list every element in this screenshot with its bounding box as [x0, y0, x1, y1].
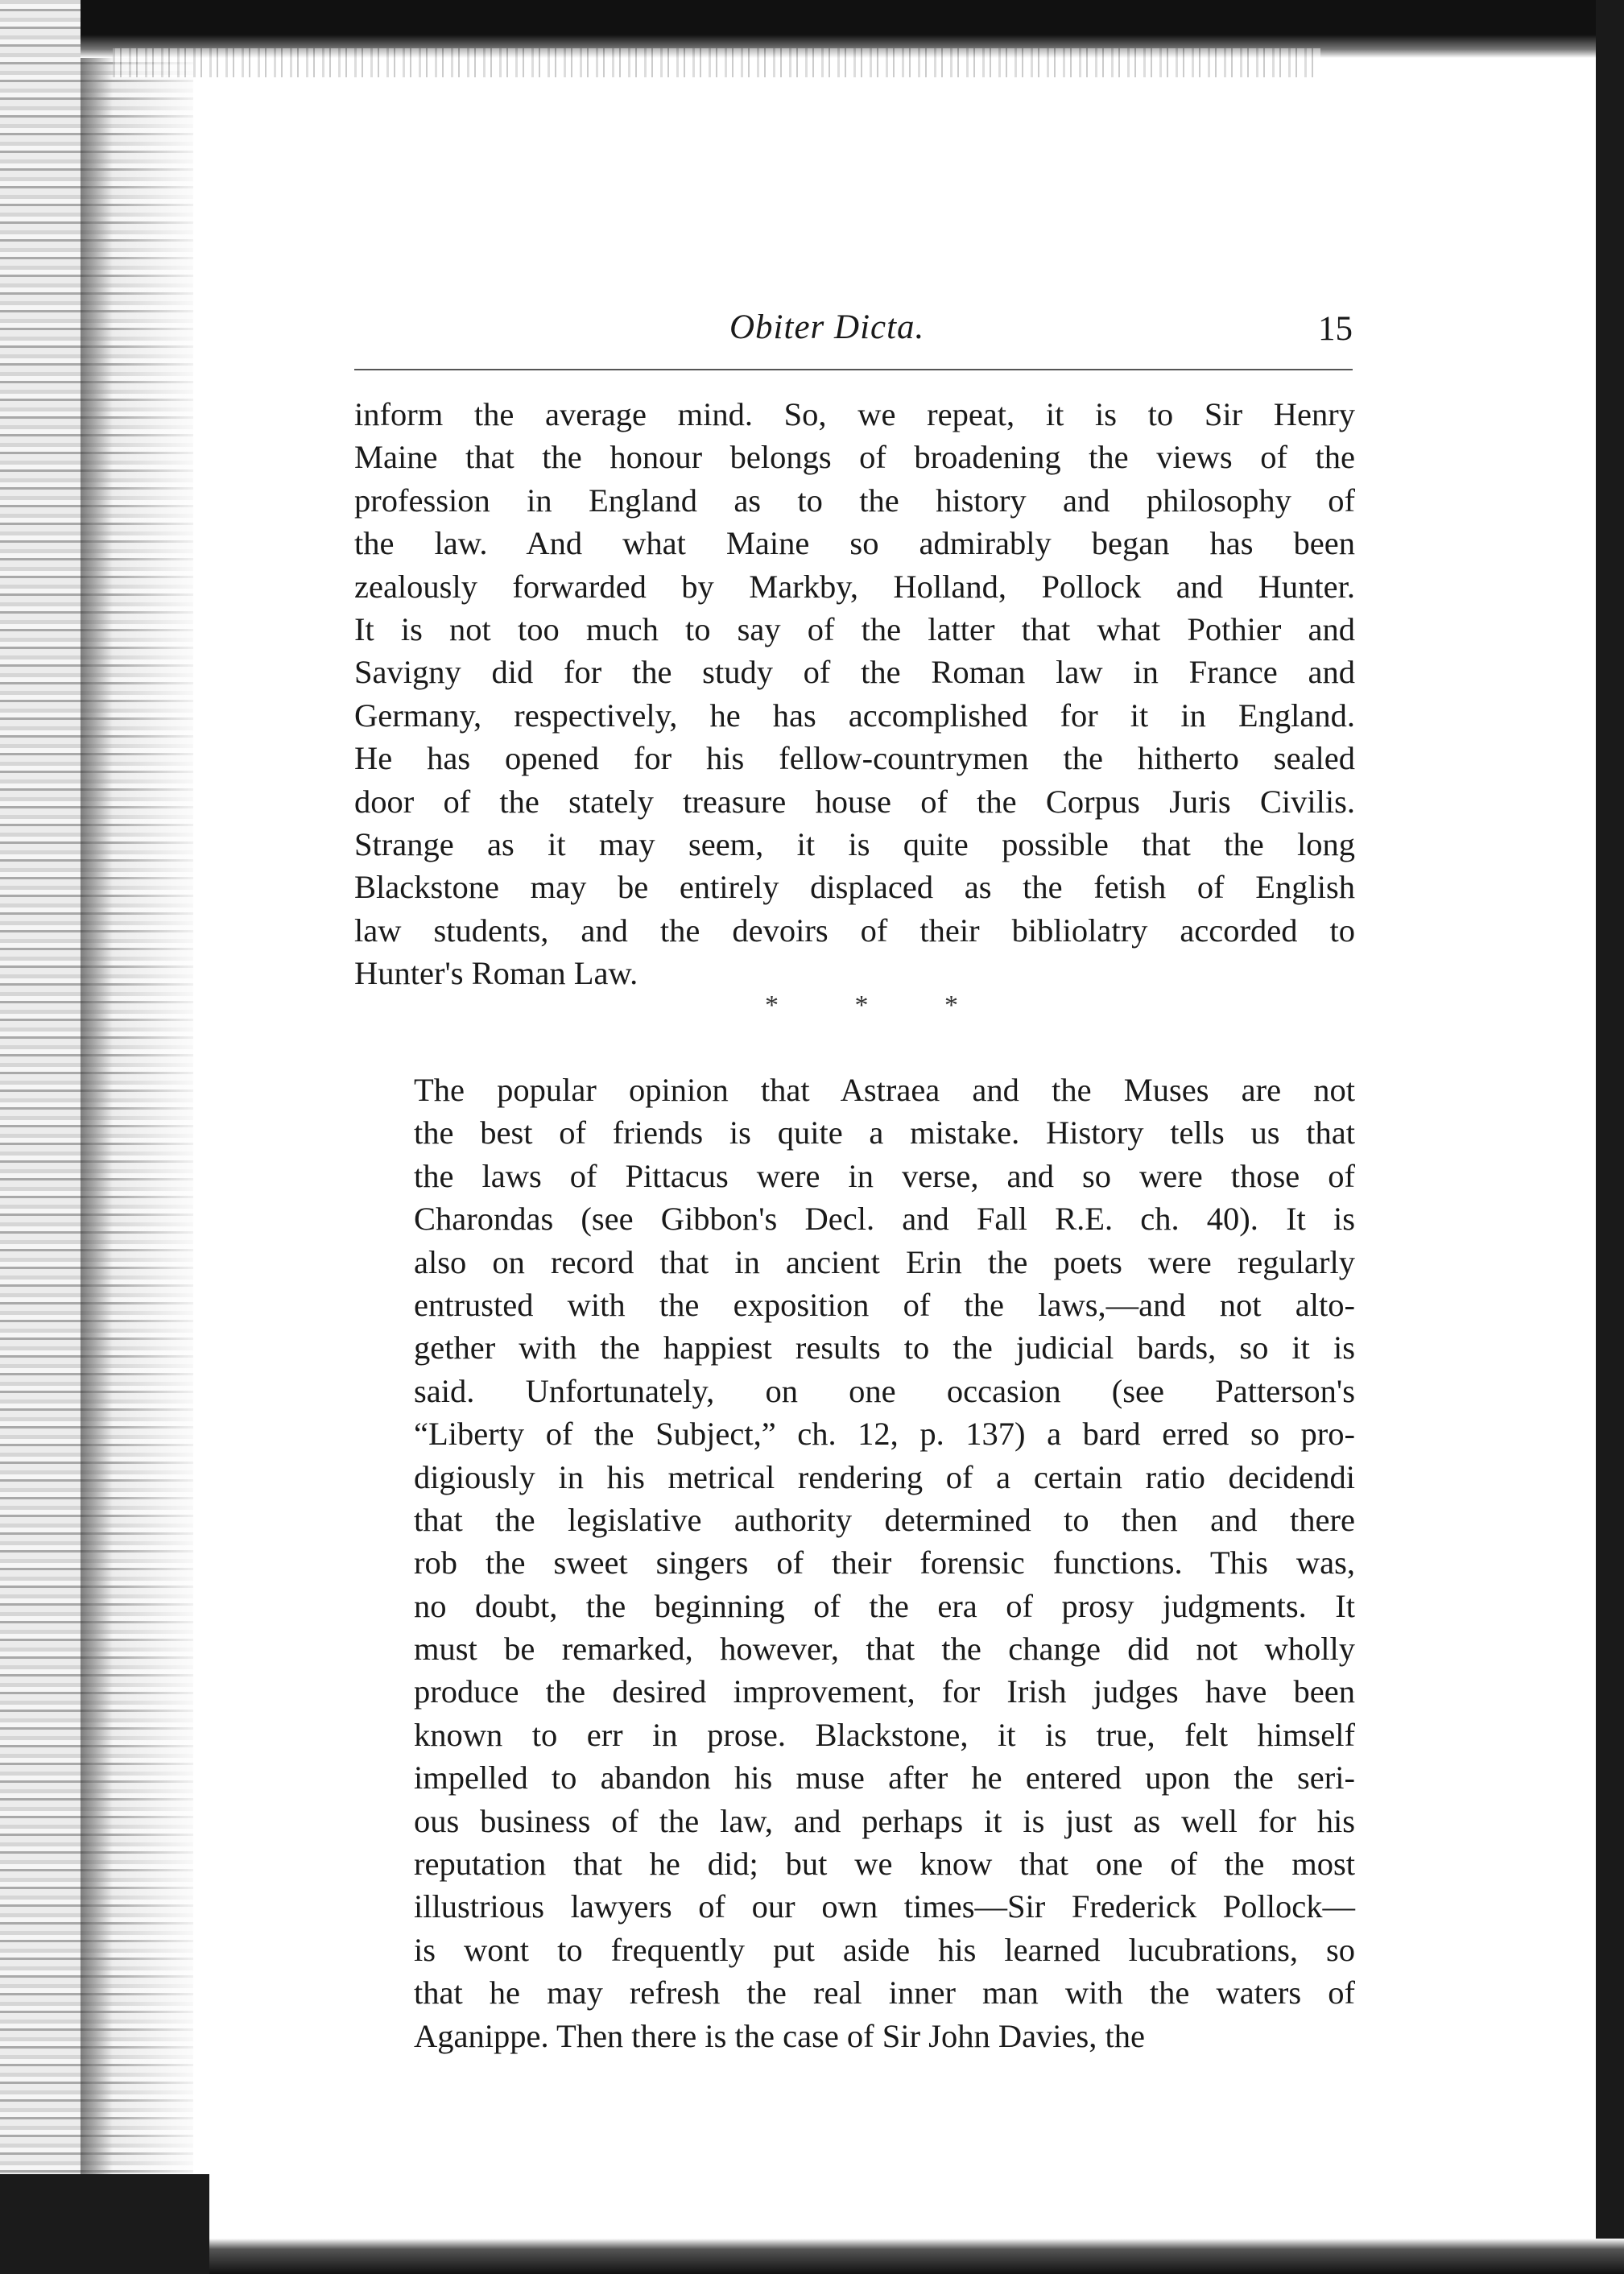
page-number: 15	[1318, 310, 1353, 348]
text-line: that he may refresh the real inner man with the waters of	[414, 1974, 1355, 2011]
scan-edge-dark	[81, 0, 113, 2274]
text-line: He has opened for his fellow-countrymen the hitherto sealed	[354, 740, 1355, 777]
text-line: gether with the happiest results to the judicial bards, so it is	[414, 1329, 1355, 1366]
text-line: is wont to frequently put aside his learned lucubrations, so	[414, 1931, 1355, 1968]
text-line: must be remarked, however, that the change did not wholly	[414, 1631, 1355, 1668]
text-line: The popular opinion that Astraea and the Muses are not	[414, 1072, 1355, 1108]
separator-star: *	[944, 990, 958, 1020]
text-line: said. Unfortunately, on one occasion (see Patterson's	[414, 1372, 1355, 1409]
separator-star: *	[765, 990, 779, 1020]
separator-star: *	[854, 990, 869, 1020]
text-line: Aganippe. Then there is the case of Sir John Davies, the	[414, 2017, 1146, 2054]
text-line: “Liberty of the Subject,” ch. 12, p. 137) a bard erred so pro-	[414, 1416, 1355, 1453]
section-separator	[765, 990, 958, 1021]
running-title: Obiter Dicta.	[729, 308, 925, 346]
header-rule	[354, 369, 1353, 370]
text-line: law students, and the devoirs of their bibliolatry accorded to	[354, 912, 1355, 949]
text-line: ous business of the law, and perhaps it is just as well for his	[414, 1802, 1355, 1839]
scan-bottom-border	[0, 2239, 1624, 2274]
text-line: Germany, respectively, he has accomplished for it in England.	[354, 697, 1355, 734]
text-line: known to err in prose. Blackstone, it is true, felt himself	[414, 1716, 1355, 1753]
text-line: inform the average mind. So, we repeat, it is to Sir Henry	[354, 396, 1355, 432]
text-line: illustrious lawyers of our own times—Sir Frederick Pollock—	[414, 1888, 1355, 1925]
text-line: the laws of Pittacus were in verse, and so were those of	[414, 1157, 1355, 1194]
text-line: the best of friends is quite a mistake. History tells us that	[414, 1114, 1355, 1151]
text-line: produce the desired improvement, for Irish judges have been	[414, 1673, 1355, 1710]
text-line: Savigny did for the study of the Roman law in France and	[354, 654, 1355, 691]
text-line: zealously forwarded by Markby, Holland, Pollock and Hunter.	[354, 568, 1355, 605]
scan-right-border	[1596, 0, 1624, 2274]
text-line: the law. And what Maine so admirably began has been	[354, 525, 1355, 562]
paragraph-1	[354, 393, 1355, 994]
page-header	[354, 308, 1353, 364]
scan-bottom-corner	[0, 2174, 209, 2274]
text-line: Blackstone may be entirely displaced as the fetish of English	[354, 869, 1355, 906]
text-line: It is not too much to say of the latter that what Pothier and	[354, 610, 1355, 647]
text-line: that the legislative authority determined to then and there	[414, 1501, 1355, 1538]
text-line: impelled to abandon his muse after he entered upon the seri-	[414, 1759, 1355, 1796]
text-line: rob the sweet singers of their forensic functions. This was,	[414, 1544, 1355, 1581]
text-line: Hunter's Roman Law.	[354, 955, 638, 992]
text-line: no doubt, the beginning of the era of prosy judgments. It	[414, 1587, 1355, 1624]
text-line: Maine that the honour belongs of broadening the views of the	[354, 439, 1355, 476]
text-line: digiously in his metrical rendering of a certain ratio decidendi	[414, 1458, 1355, 1495]
text-line: Charondas (see Gibbon's Decl. and Fall R.E. ch. 40). It is	[414, 1201, 1355, 1238]
text-line: door of the stately treasure house of the Corpus Juris Civilis.	[354, 783, 1355, 820]
text-line: entrusted with the exposition of the laws,—and not alto-	[414, 1286, 1355, 1323]
scan-top-speckle	[113, 48, 1320, 77]
text-line: Strange as it may seem, it is quite possible that the long	[354, 825, 1355, 862]
paragraph-2	[354, 1069, 1355, 2057]
scan-binding-fade	[113, 0, 209, 2274]
text-line: also on record that in ancient Erin the poets were regularly	[414, 1243, 1355, 1280]
text-line: profession in England as to the history and philosophy of	[354, 482, 1355, 519]
text-line: reputation that he did; but we know that one of the most	[414, 1846, 1355, 1883]
